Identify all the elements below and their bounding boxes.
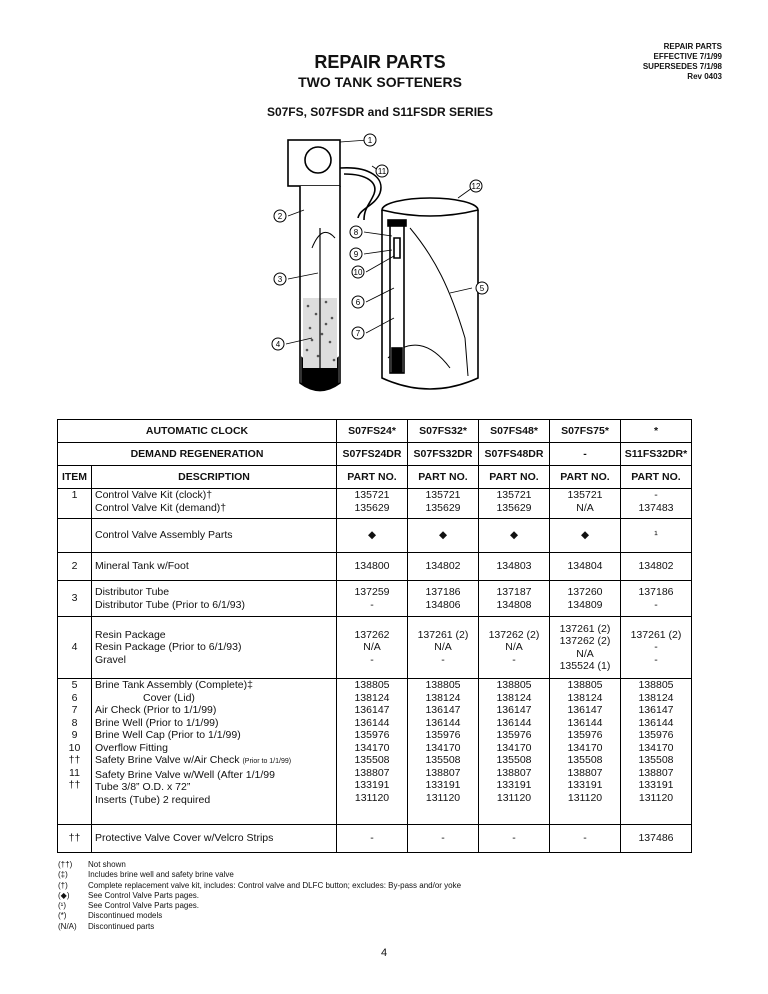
part-number-cell: 137260 134809: [550, 581, 621, 617]
revision-line: SUPERSEDES 7/1/98: [642, 62, 722, 71]
model-header: S07FS75*: [550, 420, 621, 443]
part-number-cell: -: [337, 825, 408, 853]
part-number-cell: 134800: [337, 553, 408, 581]
table-row: [58, 519, 692, 553]
part-number-cell: 137486: [621, 825, 692, 853]
part-number-cell: 137261 (2) 137262 (2) N/A 135524 (1): [550, 617, 621, 679]
item-cell: 2: [58, 553, 92, 581]
item-cell: 4: [58, 617, 92, 679]
item-header: ITEM: [58, 466, 92, 489]
part-number-cell: -: [479, 825, 550, 853]
part-number-cell: ◆: [337, 519, 408, 553]
automatic-clock-header: AUTOMATIC CLOCK: [58, 420, 337, 443]
footnote: (◆) See Control Valve Parts pages.: [58, 890, 200, 900]
item-cell: 5 6 7 8 9 10 †† 11 ††: [58, 679, 92, 825]
part-number-cell: 138805 138124 136147 136144 135976 134170 135508 138807 133191 131120: [479, 679, 550, 825]
revision-line: EFFECTIVE 7/1/99: [653, 52, 722, 61]
part-number-cell: 137186 -: [621, 581, 692, 617]
table-row: [58, 581, 692, 617]
part-number-cell: -: [408, 825, 479, 853]
callout-label: 9: [353, 250, 359, 259]
part-number-cell: ◆: [550, 519, 621, 553]
part-number-cell: 137261 (2) - -: [621, 617, 692, 679]
parts-table: [57, 419, 692, 853]
callout-label: 1: [367, 136, 373, 145]
part-number-cell: 137261 (2) N/A -: [408, 617, 479, 679]
footnote: (‡) Includes brine well and safety brine valve: [58, 870, 234, 880]
description-cell: Distributor Tube Distributor Tube (Prior to 6/1/93): [92, 581, 337, 617]
part-number-cell: ◆: [408, 519, 479, 553]
part-number-cell: 137262 (2) N/A -: [479, 617, 550, 679]
page-title: REPAIR PARTS: [314, 52, 446, 72]
revision-line: Rev 0403: [687, 72, 722, 81]
table-row: [58, 617, 692, 679]
part-no-header: PART NO.: [479, 466, 550, 489]
description-cell: Control Valve Assembly Parts: [92, 519, 337, 553]
part-number-cell: 137262 N/A -: [337, 617, 408, 679]
softener-diagram: [260, 128, 510, 413]
table-row: [58, 553, 692, 581]
part-number-cell: 138805 138124 136147 136144 135976 134170 135508 138807 133191 131120: [337, 679, 408, 825]
item-cell: ††: [58, 825, 92, 853]
part-no-header: PART NO.: [621, 466, 692, 489]
table-row: [58, 679, 692, 825]
part-number-cell: 137187 134808: [479, 581, 550, 617]
model-header: S07FS24*: [337, 420, 408, 443]
callout-label: 3: [277, 275, 283, 284]
part-no-header: PART NO.: [337, 466, 408, 489]
revision-line: REPAIR PARTS: [663, 42, 722, 51]
demand-regeneration-header: DEMAND REGENERATION: [58, 443, 337, 466]
callout-label: 11: [377, 167, 387, 176]
part-number-cell: 137259 -: [337, 581, 408, 617]
model-header: *: [621, 420, 692, 443]
item-cell: 1: [58, 489, 92, 519]
parts-rows: [58, 489, 692, 853]
callout-label: 2: [277, 212, 283, 221]
footnote: (†) Complete replacement valve kit, includes: Control valve and DLFC button; excludes: By-pass and/or yoke: [58, 880, 462, 890]
clock-dial: [305, 147, 331, 173]
part-number-cell: 134804: [550, 553, 621, 581]
callout-label: 6: [355, 298, 361, 307]
callout-label: 10: [353, 268, 363, 277]
footnote: (¹) See Control Valve Parts pages.: [58, 901, 200, 911]
footnote: (N/A) Discontinued parts: [58, 921, 155, 931]
page-subtitle: TWO TANK SOFTENERS: [298, 74, 462, 90]
description-cell: Brine Tank Assembly (Complete)‡ Cover (Lid) Air Check (Prior to 1/1/99) Brine Well (Prior to 1/1/99) Brine Well Cap (Prior to 1/1/99) Overflow Fitting Safety Brine Valve w/Air Check (Prior to 1/1/99) Safety Brine Valve w/Well (After 1/1/99 Tube 3/8” O.D. x 72” Inserts (Tube) 2 required: [92, 679, 337, 825]
part-number-cell: 134802: [408, 553, 479, 581]
part-number-cell: 138805 138124 136147 136144 135976 134170 135508 138807 133191 131120: [550, 679, 621, 825]
part-number-cell: 135721 N/A: [550, 489, 621, 519]
part-number-cell: 135721 135629: [337, 489, 408, 519]
part-number-cell: 137186 134806: [408, 581, 479, 617]
model-header: S11FS32DR*: [621, 443, 692, 466]
callout-label: 4: [275, 340, 281, 349]
item-cell: 3: [58, 581, 92, 617]
series-heading: S07FS, S07FSDR and S11FSDR SERIES: [266, 105, 494, 119]
part-number-cell: 135721 135629: [408, 489, 479, 519]
callout-label: 7: [355, 329, 361, 338]
description-cell: Control Valve Kit (clock)† Control Valve Kit (demand)†: [92, 489, 337, 519]
part-number-cell: 135721 135629: [479, 489, 550, 519]
model-header: S07FS24DR: [337, 443, 408, 466]
part-number-cell: 138805 138124 136147 136144 135976 134170 135508 138807 133191 131120: [408, 679, 479, 825]
model-header: S07FS32*: [408, 420, 479, 443]
part-number-cell: 134802: [621, 553, 692, 581]
table-row: [58, 489, 692, 519]
description-cell: Resin Package Resin Package (Prior to 6/1/93) Gravel: [92, 617, 337, 679]
page-number: 4: [380, 947, 388, 959]
callout-label: 8: [353, 228, 359, 237]
description-cell: Mineral Tank w/Foot: [92, 553, 337, 581]
model-header: S07FS48*: [479, 420, 550, 443]
part-number-cell: -: [550, 825, 621, 853]
part-number-cell: 138805 138124 136147 136144 135976 134170 135508 138807 133191 131120: [621, 679, 692, 825]
part-number-cell: 134803: [479, 553, 550, 581]
part-number-cell: ¹: [621, 519, 692, 553]
callout-label: 12: [471, 182, 481, 191]
model-header: S07FS32DR: [408, 443, 479, 466]
part-number-cell: - 137483: [621, 489, 692, 519]
table-row: [58, 825, 692, 853]
part-number-cell: ◆: [479, 519, 550, 553]
part-no-header: PART NO.: [550, 466, 621, 489]
model-header: S07FS48DR: [479, 443, 550, 466]
item-cell: [58, 519, 92, 553]
callout-label: 5: [479, 284, 485, 293]
footnote: (††) Not shown: [58, 860, 126, 869]
model-header: -: [550, 443, 621, 466]
footnote: (*) Discontinued models: [58, 911, 163, 921]
description-header: DESCRIPTION: [92, 466, 337, 489]
footnotes: [58, 860, 461, 932]
part-no-header: PART NO.: [408, 466, 479, 489]
description-cell: Protective Valve Cover w/Velcro Strips: [92, 825, 337, 853]
